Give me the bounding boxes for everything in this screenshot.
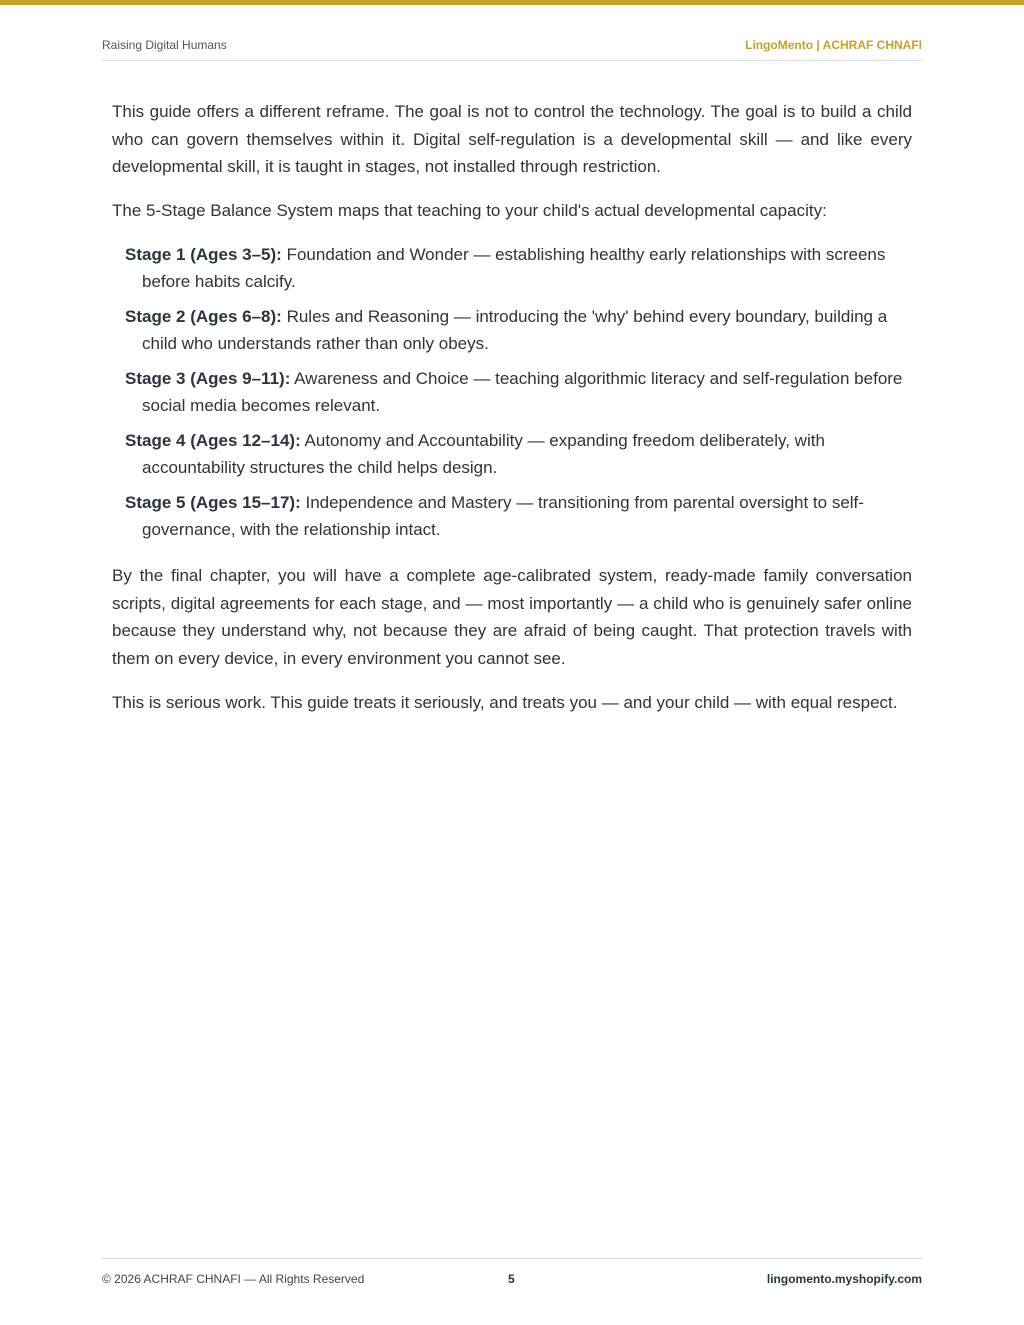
stage-item-3 [112, 365, 912, 419]
stage-description: Rules and Reasoning — introducing the 'why' behind every boundary, building a child who understands rather than only obeys. [142, 306, 888, 353]
brand-author: LingoMento | ACHRAF CHNAFI [745, 38, 922, 52]
stage-label: Stage 4 (Ages 12–14): [125, 430, 301, 450]
page-footer [102, 1258, 922, 1289]
page-content [112, 98, 912, 732]
stage-item-2 [112, 303, 912, 357]
stage-item-4 [112, 427, 912, 481]
top-accent-bar [0, 0, 1024, 5]
stage-label: Stage 1 (Ages 3–5): [125, 244, 282, 264]
page-number: 5 [508, 1272, 515, 1286]
stage-label: Stage 5 (Ages 15–17): [125, 492, 301, 512]
stage-item-5 [112, 489, 912, 543]
stage-label: Stage 2 (Ages 6–8): [125, 306, 282, 326]
paragraph-serious-work: This is serious work. This guide treats it seriously, and treats you — and your child — with equal respect. [112, 692, 898, 712]
website-link[interactable]: lingomento.myshopify.com [766, 1272, 922, 1286]
page-header [102, 38, 922, 61]
book-title: Raising Digital Humans [102, 38, 227, 52]
paragraph-final-chapter: By the final chapter, you will have a complete age-calibrated system, ready-made family conversation scripts, digital agreements for each stage, and — most importantly — a child who is genuinely safer online because they understand why, not because they are afraid of being caught. That protection travels with them on every device, in every environment you cannot see. [112, 565, 912, 668]
paragraph-reframe: This guide offers a different reframe. The goal is not to control the technology. The goal is to build a child who can govern themselves within it. Digital self-regulation is a developmental skill — and like every developmental skill, it is taught in stages, not installed through restriction. [112, 102, 912, 177]
stage-item-1 [112, 241, 912, 295]
stage-label: Stage 3 (Ages 9–11): [125, 368, 291, 388]
copyright-notice: © 2026 ACHRAF CHNAFI — All Rights Reserved [102, 1272, 365, 1286]
stage-description: Awareness and Choice — teaching algorithmic literacy and self-regulation before social media becomes relevant. [142, 368, 903, 415]
stage-description: Foundation and Wonder — establishing healthy early relationships with screens before habits calcify. [142, 244, 886, 291]
stage-description: Autonomy and Accountability — expanding freedom deliberately, with accountability structures the child helps design. [142, 430, 825, 477]
stage-description: Independence and Mastery — transitioning from parental oversight to self-governance, with the relationship intact. [142, 492, 864, 539]
paragraph-intro-system: The 5-Stage Balance System maps that teaching to your child's actual developmental capacity: [112, 201, 827, 221]
stage-list [112, 241, 912, 543]
